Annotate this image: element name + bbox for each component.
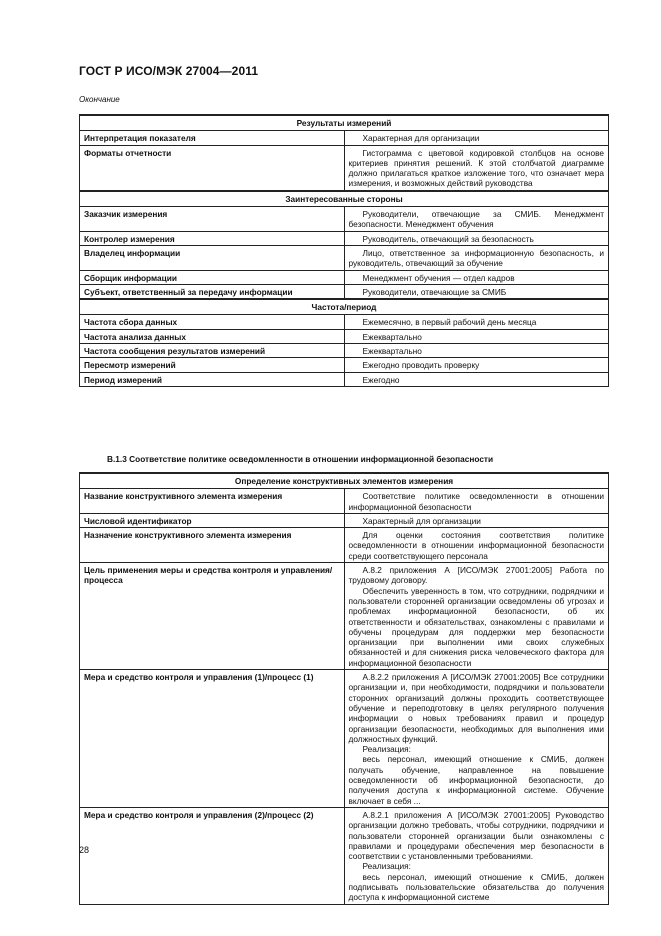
- row-value: [344, 315, 609, 329]
- table-row: [80, 145, 609, 191]
- row-label: Субъект, ответственный за передачу информации: [80, 284, 345, 299]
- table-row: [80, 807, 609, 904]
- table-row: [80, 528, 609, 563]
- row-label: Частота сообщения результатов измерений: [80, 344, 345, 358]
- value-paragraph: Соответствие политике осведомленности в отношении информационной безопасности: [348, 491, 604, 512]
- document-header: ГОСТ Р ИСО/МЭК 27004—2011: [79, 64, 259, 78]
- row-value: [344, 489, 609, 514]
- value-paragraph: Характерная для организации: [362, 133, 480, 144]
- row-label: Частота анализа данных: [80, 329, 345, 343]
- row-label: Название конструктивного элемента измерения: [80, 489, 345, 514]
- table-row: [80, 131, 609, 145]
- row-value: [344, 207, 609, 232]
- section-title: Определение конструктивных элементов измерения: [80, 473, 609, 489]
- value-paragraph: Лицо, ответственное за информационную безопасность, и руководитель, отвечающий за обучение: [348, 247, 604, 269]
- row-value: [344, 807, 609, 904]
- table-row: [80, 245, 609, 270]
- section-header-row: [80, 299, 609, 315]
- row-label: Период измерений: [80, 372, 345, 386]
- row-label: Интерпретация показателя: [80, 131, 345, 145]
- row-value: [344, 270, 609, 284]
- row-value: [344, 358, 609, 372]
- row-label: Частота сбора данных: [80, 315, 345, 329]
- row-label: Числовой идентификатор: [80, 513, 345, 527]
- continuation-note: Окончание: [79, 95, 120, 104]
- row-value: [344, 513, 609, 527]
- table-row: [80, 489, 609, 514]
- value-paragraph: А.8.2 приложения А [ИСО/МЭК 27001:2005] Работа по трудовому договору.: [348, 565, 604, 586]
- value-paragraph: Ежемесячно, в первый рабочий день месяца: [362, 317, 537, 328]
- row-value: [344, 245, 609, 270]
- value-paragraph: А.8.2.1 приложения А [ИСО/МЭК 27001:2005] Руководство организации должно требовать, чтобы сотрудники, подрядчики и пользователи сторонней организации были ознакомлены с правилами и процедурами обеспечения мер безопасности в соответствии с установленными требованиями.: [348, 809, 604, 862]
- value-paragraph: Реализация:: [362, 744, 411, 755]
- row-value: [344, 563, 609, 670]
- table-row: [80, 358, 609, 372]
- section-title: Результаты измерений: [80, 115, 609, 131]
- table-row: [80, 563, 609, 670]
- value-paragraph: Реализация:: [362, 861, 411, 872]
- section-heading-b13: В.1.3 Соответствие политике осведомленности в отношении информационной безопасности: [107, 454, 494, 464]
- section-header-row: [80, 115, 609, 131]
- row-label: Форматы отчетности: [80, 145, 345, 191]
- value-paragraph: Характерный для организации: [362, 515, 481, 526]
- value-paragraph: весь персонал, имеющий отношение к СМИБ, должен получать обучение, направленное на повышение осведомленности об информационной безопасности, до получения доступа к информационной системе. Обучение включает в себя ...: [348, 754, 604, 806]
- table-row: [80, 284, 609, 299]
- section-title: Заинтересованные стороны: [80, 191, 609, 207]
- table-row: [80, 513, 609, 527]
- table-row: [80, 670, 609, 808]
- value-paragraph: Обеспечить уверенность в том, что сотрудники, подрядчики и пользователи сторонней организации осведомлены об угрозах и проблемах информационной безопасности, об их ответственности и обязательствах, ознакомлены с правилами и обучены процедурам для поддержки мер безопасности организации при выполнении ими своих служебных обязанностей и для снижения риска человеческого фактора для информационной безопасности: [348, 585, 604, 668]
- row-value: [344, 231, 609, 245]
- value-paragraph: Ежегодно: [362, 374, 400, 385]
- value-paragraph: Руководители, отвечающие за СМИБ: [362, 286, 507, 297]
- section-header-row: [80, 473, 609, 489]
- value-paragraph: Гистограмма с цветовой кодировкой столбцов на основе критериев принятия решений. К этой столбчатой диаграмме должно прилагаться краткое изложение того, что означает мера измерения, и возможных действий руководства: [348, 147, 604, 189]
- row-label: Мера и средство контроля и управления (1)/процесс (1): [80, 670, 345, 808]
- table-row: [80, 270, 609, 284]
- table-row: [80, 329, 609, 343]
- row-value: [344, 131, 609, 145]
- value-paragraph: Ежеквартально: [362, 346, 422, 357]
- row-value: [344, 528, 609, 563]
- row-value: [344, 284, 609, 299]
- table-row: [80, 372, 609, 386]
- value-paragraph: Руководитель, отвечающий за безопасность: [362, 233, 534, 244]
- value-paragraph: А.8.2.2 приложения А [ИСО/МЭК 27001:2005] Все сотрудники организации и, при необходимости, подрядчики и пользователи сторонних организаций должны проходить соответствующее обучение и переподготовку в целях регулярного получения информации о новых требованиях правил и процедур организации безопасности, необходимых для выполнения ими должностных функций.: [348, 672, 604, 744]
- value-paragraph: Менеджмент обучения — отдел кадров: [362, 272, 515, 283]
- value-paragraph: Для оценки состояния соответствия политике осведомленности в отношении информационной безопасности среди соответствующего персонала: [348, 530, 604, 561]
- row-value: [344, 344, 609, 358]
- row-label: Сборщик информации: [80, 270, 345, 284]
- awareness-policy-table: [79, 472, 609, 905]
- row-label: Заказчик измерения: [80, 207, 345, 232]
- row-value: [344, 329, 609, 343]
- value-paragraph: Ежегодно проводить проверку: [362, 360, 480, 371]
- row-value: [344, 145, 609, 191]
- row-value: [344, 372, 609, 386]
- row-value: [344, 670, 609, 808]
- measurement-table-end: [79, 114, 609, 387]
- section-header-row: [80, 191, 609, 207]
- table-row: [80, 344, 609, 358]
- row-label: Контролер измерения: [80, 231, 345, 245]
- row-label: Цель применения меры и средства контроля и управления/процесса: [80, 563, 345, 670]
- row-label: Мера и средство контроля и управления (2)/процесс (2): [80, 807, 345, 904]
- table-row: [80, 315, 609, 329]
- value-paragraph: Руководители, отвечающие за СМИБ. Менеджмент безопасности. Менеджмент обучения: [348, 209, 604, 230]
- row-label: Назначение конструктивного элемента измерения: [80, 528, 345, 563]
- row-label: Владелец информации: [80, 245, 345, 270]
- page-number: 28: [79, 845, 90, 855]
- value-paragraph: Ежеквартально: [362, 331, 422, 342]
- section-title: Частота/период: [80, 299, 609, 315]
- table-row: [80, 207, 609, 232]
- row-label: Пересмотр измерений: [80, 358, 345, 372]
- table-row: [80, 231, 609, 245]
- value-paragraph: весь персонал, имеющий отношение к СМИБ, должен подписывать пользовательские обязательства до получения доступа к информационной системе: [348, 871, 604, 903]
